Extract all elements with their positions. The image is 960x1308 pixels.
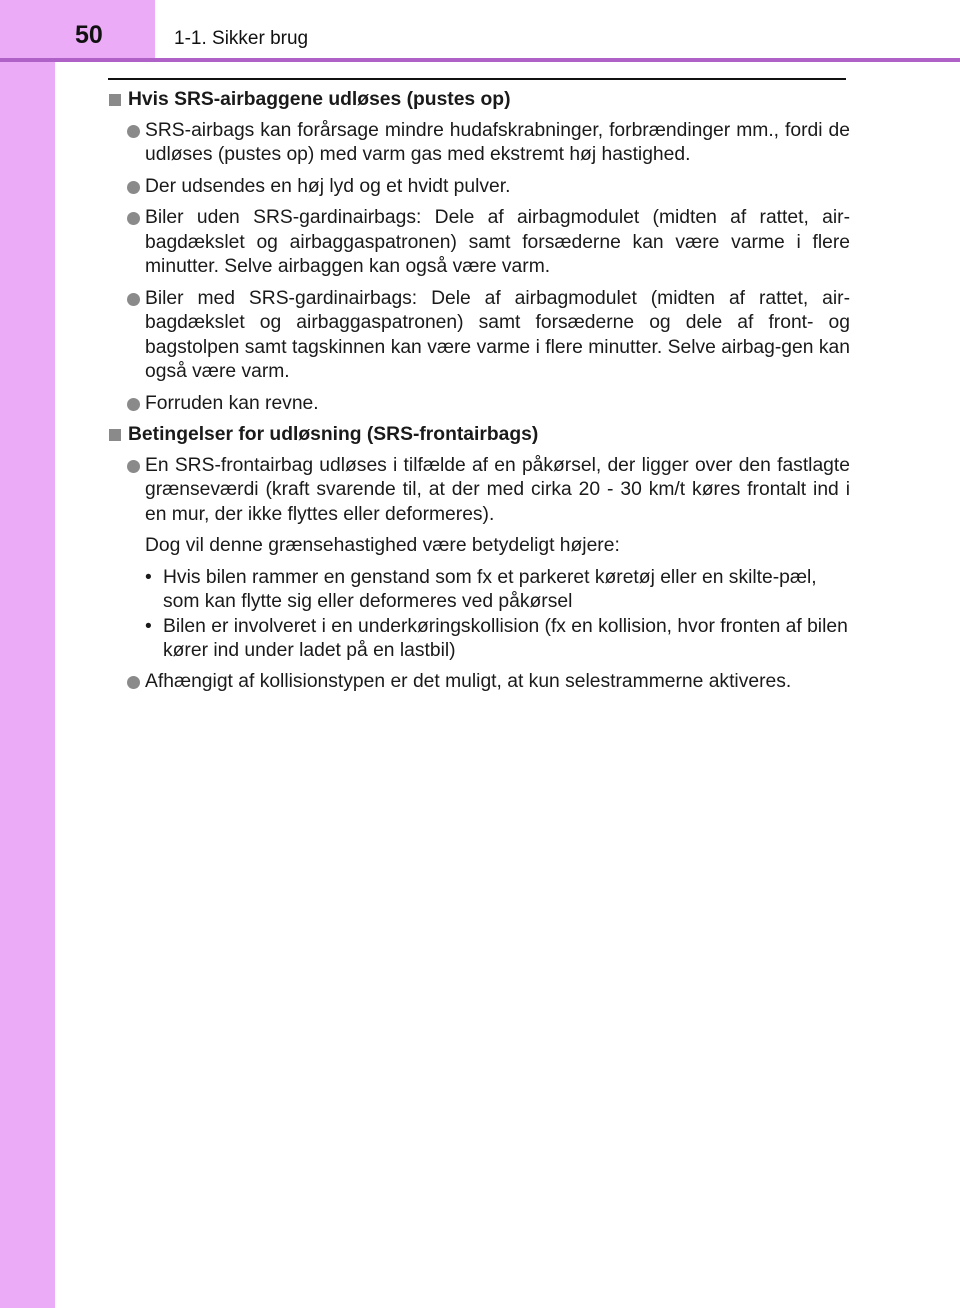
list-item-text: Der udsendes en høj lyd og et hvidt pulver.: [145, 175, 511, 197]
list-item: [108, 392, 850, 417]
sub-list-item-text: Bilen er involveret i en underkøringskollision (fx en kollision, hvor fronten af bilen kører ind under ladet på en lastbil): [163, 615, 848, 661]
sub-bullet-mark: •: [145, 566, 152, 588]
sidebar-band: [0, 0, 55, 1308]
heading-text: Betingelser for udløsning (SRS-frontairbags): [128, 424, 539, 445]
header-divider: [0, 58, 960, 62]
section-title: 1-1. Sikker brug: [174, 28, 309, 49]
list-item: [108, 175, 850, 200]
circle-bullet-icon: [127, 460, 140, 473]
circle-bullet-icon: [127, 125, 140, 138]
circle-bullet-icon: [127, 293, 140, 306]
list-item: [108, 670, 850, 695]
sub-bullet-mark: •: [145, 615, 152, 637]
paragraph: Dog vil denne grænsehastighed være betydeligt højere:: [145, 535, 620, 556]
list-item-text: Forruden kan revne.: [145, 392, 319, 414]
sub-list-item: [108, 566, 850, 615]
list-item-text: En SRS-frontairbag udløses i tilfælde af en påkørsel, der ligger over den fastlagte grænseværdi (kraft svarende til, at der med cirka 20 - 30 km/t køres frontalt ind i en mur, der ikke flyttes eller deformeres).: [145, 454, 850, 525]
section-heading: [108, 423, 850, 448]
heading-text: Hvis SRS-airbaggene udløses (pustes op): [128, 89, 511, 110]
sub-list-item-text: Hvis bilen rammer en genstand som fx et parkeret køretøj eller en skilte-pæl, som kan flytte sig eller deformeres ved påkørsel: [163, 566, 817, 612]
square-bullet-icon: [109, 94, 121, 106]
list-item-text: SRS-airbags kan forårsage mindre hudafskrabninger, forbrændinger mm., fordi de udløses (pustes op) med varm gas med ekstremt høj hastighed.: [145, 119, 850, 165]
section-heading: [108, 88, 850, 113]
square-bullet-icon: [109, 429, 121, 441]
circle-bullet-icon: [127, 676, 140, 689]
page-number: 50: [75, 21, 103, 49]
list-item: [108, 287, 850, 385]
list-item: [108, 119, 850, 168]
circle-bullet-icon: [127, 212, 140, 225]
top-rule: [108, 78, 846, 80]
list-item-text: Biler med SRS-gardinairbags: Dele af airbagmodulet (midten af rattet, air-bagdækslet og airbaggaspatronen) samt forsæderne og dele af front- og bagstolpen samt tagskinnen kan være varme i flere minutter. Selve airbag-gen kan også være varm.: [145, 287, 850, 382]
page-content: [108, 88, 850, 701]
circle-bullet-icon: [127, 181, 140, 194]
list-item: [108, 206, 850, 280]
sub-list-item: [108, 615, 850, 664]
list-item: [108, 454, 850, 528]
list-item-text: Biler uden SRS-gardinairbags: Dele af airbagmodulet (midten af rattet, air-bagdækslet og airbaggaspatronen) samt forsæderne kan være varme i flere minutter. Selve airbaggen kan også være varm.: [145, 207, 850, 277]
circle-bullet-icon: [127, 398, 140, 411]
list-item-text: Afhængigt af kollisionstypen er det muligt, at kun selestrammerne aktiveres.: [145, 670, 792, 692]
